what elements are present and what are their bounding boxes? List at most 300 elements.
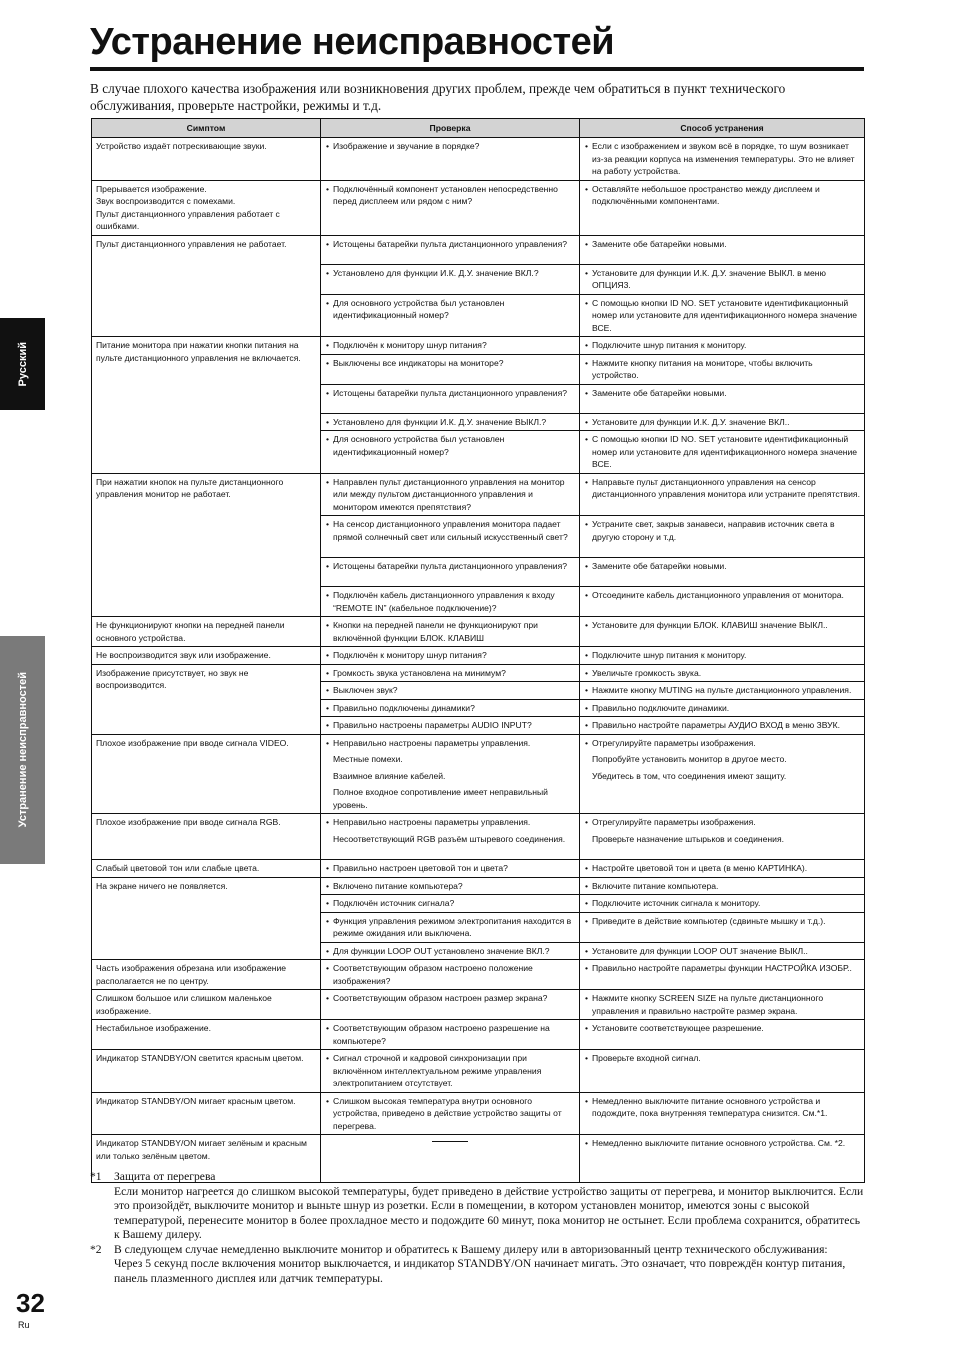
symptom-text: Пульт дистанционного управления работает с ошибками.: [96, 208, 280, 231]
solution-text: Нажмите кнопку питания на мониторе, чтобы включить устройство.: [592, 357, 813, 380]
bullet-icon: •: [326, 667, 330, 678]
page-number: 32: [16, 1288, 45, 1318]
solution-text: Проверьте входной сигнал.: [592, 1053, 701, 1063]
table-row: [92, 664, 865, 682]
check-cell: [321, 699, 580, 717]
bullet-icon: •: [326, 993, 330, 1003]
check-item: [325, 238, 575, 251]
solution-cell: [580, 990, 865, 1020]
bullet-icon: •: [326, 590, 330, 600]
check-text: На сенсор дистанционного управления монитора падает прямой солнечный свет или сильный искусственный свет?: [333, 519, 568, 542]
solution-cell: [580, 413, 865, 431]
solution-cell: [580, 337, 865, 355]
troubleshooting-table: [91, 118, 865, 1183]
footnote-body: [114, 1170, 864, 1243]
symptom-text: Индикатор STANDBY/ON мигает красным цветом.: [96, 1095, 296, 1106]
check-cell: [321, 138, 580, 181]
check-text: Установлено для функции И.К. Д.У. значение ВКЛ.?: [333, 267, 539, 278]
language-tab: [0, 318, 45, 410]
bullet-icon: •: [326, 620, 330, 630]
bullet-icon: •: [326, 297, 330, 308]
check-cell: [321, 294, 580, 337]
bullet-icon: •: [585, 945, 589, 956]
bullet-icon: •: [585, 1023, 589, 1033]
check-item: [325, 753, 575, 766]
check-text: Правильно настроен цветовой тон и цвета?: [333, 863, 508, 873]
table-header-row: [92, 119, 865, 138]
check-text: Для основного устройства был установлен идентификационный номер?: [333, 434, 505, 457]
bullet-icon: •: [585, 667, 589, 678]
solution-cell: [580, 138, 865, 181]
solution-text: С помощью кнопки ID NO. SET установите идентификационный номер или установите для идентификационного номера значение ВСЕ.: [592, 434, 858, 469]
solution-cell: [580, 235, 865, 264]
check-cell: [321, 235, 580, 264]
check-item: [325, 518, 575, 543]
solution-text: С помощью кнопки ID NO. SET установите идентификационный номер или установите для идентификационного номера значение ВСЕ.: [592, 297, 858, 333]
table-row: [92, 990, 865, 1020]
symptom-text: Индикатор STANDBY/ON мигает зелёным и красным или только зелёным цветом.: [96, 1138, 307, 1161]
solution-cell: [580, 699, 865, 717]
solution-item: [584, 387, 860, 400]
solution-cell: [580, 294, 865, 337]
solution-cell: [580, 617, 865, 647]
bullet-icon: •: [585, 1138, 589, 1148]
bullet-icon: •: [585, 238, 589, 249]
bullet-icon: •: [585, 650, 589, 660]
bullet-icon: •: [585, 685, 589, 695]
symptom-text: На экране ничего не появляется.: [96, 880, 228, 891]
check-text: Взаимное влияние кабелей.: [333, 770, 446, 781]
solution-text: Попробуйте установить монитор в другое место.: [592, 754, 787, 764]
check-cell: [321, 431, 580, 474]
symptom-cell: [92, 138, 321, 181]
solution-item: [584, 267, 860, 292]
solution-text: Установите для функции LOOP OUT значение ВЫКЛ..: [592, 945, 808, 956]
bullet-icon: •: [326, 863, 330, 873]
solution-item: [584, 719, 860, 732]
bullet-icon: •: [585, 915, 589, 926]
footnote: [90, 1243, 864, 1287]
symptom-cell: [92, 990, 321, 1020]
bullet-icon: •: [326, 1053, 330, 1063]
symptom-text: Не воспроизводится звук или изображение.: [96, 650, 271, 660]
solution-item: [584, 880, 860, 893]
bullet-icon: •: [585, 416, 589, 427]
bullet-icon: •: [326, 476, 330, 487]
symptom-text: Плохое изображение при вводе сигнала RGB.: [96, 817, 281, 827]
bullet-icon: •: [326, 416, 330, 427]
symptom-text: Слабый цветовой тон или слабые цвета.: [96, 863, 260, 873]
footnote-mark: *2: [90, 1242, 102, 1256]
bullet-icon: •: [326, 650, 330, 660]
check-cell: [321, 384, 580, 413]
solution-item: [584, 649, 860, 662]
footnote-line: Через 5 секунд после включения монитор выключается, и индикатор STANDBY/ON начинает мигать. Это означает, что повреждён контур питания, панель плазменного дисплея или датчик температуры.: [114, 1257, 846, 1285]
bullet-icon: •: [585, 880, 589, 891]
solution-text: Отсоедините кабель дистанционного управления от монитора.: [592, 590, 844, 600]
solution-text: Установите для функции И.К. Д.У. значение ВКЛ..: [592, 416, 790, 427]
check-item: [325, 649, 575, 662]
solution-text: Замените обе батарейки новыми.: [592, 238, 727, 249]
bullet-icon: •: [326, 340, 330, 350]
solution-text: Правильно настройте параметры функции НАСТРОЙКА ИЗОБР..: [592, 963, 852, 973]
solution-text: Замените обе батарейки новыми.: [592, 561, 727, 571]
table-row: [92, 860, 865, 878]
table-row: [92, 473, 865, 516]
solution-item: [584, 619, 860, 632]
bullet-icon: •: [326, 898, 330, 908]
solution-text: Приведите в действие компьютер (сдвиньте мышку и т.д.).: [592, 915, 826, 926]
check-item: [325, 786, 575, 811]
solution-text: Установите для функции БЛОК. КЛАВИШ значение ВЫКЛ..: [592, 620, 828, 630]
bullet-icon: •: [585, 993, 589, 1003]
bullet-icon: •: [326, 737, 330, 748]
footnote-line: В следующем случае немедленно выключите монитор и обратитесь к Вашему дилеру или в авторизованный центр технического обслуживания:: [114, 1242, 828, 1256]
check-text: Для основного устройства был установлен идентификационный номер?: [333, 297, 505, 320]
solution-cell: [580, 180, 865, 235]
solution-item: [584, 915, 860, 928]
table-row: [92, 138, 865, 181]
solution-text: Направьте пульт дистанционного управления на сенсор дистанционного управления монитора или устраните препятствия.: [592, 476, 860, 499]
bullet-icon: •: [585, 141, 589, 151]
solution-text: Отрегулируйте параметры изображения.: [592, 737, 756, 748]
solution-text: Устраните свет, закрыв занавеси, направив источник света в другую сторону и т.д.: [592, 519, 835, 542]
bullet-icon: •: [326, 817, 330, 827]
solution-text: Правильно настройте параметры АУДИО ВХОД в меню ЗВУК.: [592, 720, 841, 730]
solution-item: [584, 183, 860, 208]
symptom-cell: [92, 860, 321, 878]
check-cell: [321, 1020, 580, 1050]
bullet-icon: •: [326, 880, 330, 891]
bullet-icon: •: [326, 1095, 330, 1106]
bullet-icon: •: [585, 817, 589, 827]
bullet-icon: •: [326, 685, 330, 695]
bullet-icon: •: [326, 915, 330, 926]
check-text: Включено питание компьютера?: [333, 880, 463, 891]
empty-dash: [432, 1141, 468, 1142]
solution-item: [584, 962, 860, 975]
solution-item: [584, 297, 860, 335]
check-text: Неправильно настроены параметры управления.: [333, 737, 531, 748]
solution-text: Настройте цветовой тон и цвета (в меню КАРТИНКА).: [592, 863, 808, 873]
check-cell: [321, 516, 580, 558]
check-text: Соответствующим образом настроен размер экрана?: [333, 993, 548, 1003]
solution-item: [584, 476, 860, 501]
symptom-cell: [92, 664, 321, 734]
bullet-icon: •: [326, 267, 330, 278]
bullet-icon: •: [585, 720, 589, 730]
check-cell: [321, 734, 580, 814]
bullet-icon: •: [585, 737, 589, 748]
solution-item: [584, 433, 860, 471]
header-solution: Способ устранения: [580, 119, 865, 138]
bullet-icon: •: [326, 519, 330, 529]
header-check: Проверка: [321, 119, 580, 138]
solution-cell: [580, 647, 865, 665]
solution-text: Подключите источник сигнала к монитору.: [592, 898, 761, 908]
check-item: [325, 719, 575, 732]
check-text: Полное входное сопротивление имеет неправильный уровень.: [333, 787, 548, 810]
symptom-text: Пульт дистанционного управления не работает.: [96, 238, 287, 249]
bullet-icon: •: [585, 387, 589, 398]
solution-cell: [580, 814, 865, 860]
check-text: Правильно настроены параметры AUDIO INPUT?: [333, 720, 532, 730]
check-item: [325, 684, 575, 697]
check-item: [325, 897, 575, 910]
solution-item: [584, 833, 860, 846]
check-text: Истощены батарейки пульта дистанционного управления?: [333, 238, 567, 249]
solution-item: [584, 1095, 860, 1120]
footnote-line: Если монитор нагреется до слишком высокой температуры, будет приведено в действие устройство защиты от перегрева, и монитор выключится. Если это произойдёт, выключите монитор и выньте шнур из розетки. Если в помещении, в котором установлен монитор, имеются зоны с высокой температурой, перенесите монитор в более прохладное место и подождите 60 минут, пока монитор не остынет. Если проблема сохранится, обратитесь к Вашему дилеру.: [114, 1184, 864, 1241]
solution-item: [584, 816, 860, 829]
bullet-icon: •: [585, 702, 589, 713]
solution-cell: [580, 942, 865, 960]
check-item: [325, 297, 575, 322]
check-cell: [321, 942, 580, 960]
check-cell: [321, 860, 580, 878]
solution-cell: [580, 473, 865, 516]
check-text: Сигнал строчной и кадровой синхронизации при включённом интеллектуальном режиме управления электропитанием отсутствует.: [333, 1053, 542, 1088]
check-cell: [321, 354, 580, 384]
solution-item: [584, 667, 860, 680]
solution-item: [584, 518, 860, 543]
solution-item: [584, 684, 860, 697]
symptom-text: Изображение присутствует, но звук не воспроизводится.: [96, 667, 249, 690]
check-item: [325, 339, 575, 352]
solution-text: Увеличьте громкость звука.: [592, 667, 702, 678]
page-title: Устранение неисправностей: [90, 21, 615, 63]
bullet-icon: •: [585, 267, 589, 278]
solution-cell: [580, 1020, 865, 1050]
check-cell: [321, 180, 580, 235]
bullet-icon: •: [585, 561, 589, 571]
check-text: Выключены все индикаторы на мониторе?: [333, 357, 504, 368]
symptom-text: Звук воспроизводится с помехами.: [96, 196, 236, 206]
solution-item: [584, 753, 860, 766]
solution-text: Включите питание компьютера.: [592, 880, 719, 891]
solution-cell: [580, 960, 865, 990]
solution-cell: [580, 734, 865, 814]
solution-item: [584, 589, 860, 602]
footnotes: [90, 1170, 864, 1286]
check-item: [325, 267, 575, 280]
footnote-line: Защита от перегрева: [114, 1170, 216, 1183]
check-text: Подключён к монитору шнур питания?: [333, 340, 487, 350]
solution-cell: [580, 384, 865, 413]
solution-item: [584, 770, 860, 783]
check-text: Истощены батарейки пульта дистанционного управления?: [333, 561, 567, 571]
symptom-cell: [92, 337, 321, 474]
bullet-icon: •: [326, 434, 330, 444]
check-text: Неправильно настроены параметры управления.: [333, 817, 531, 827]
solution-text: Убедитесь в том, что соединения имеют защиту.: [592, 770, 787, 781]
table-row: [92, 1050, 865, 1093]
check-item: [325, 619, 575, 644]
check-item: [325, 992, 575, 1005]
table-row: [92, 617, 865, 647]
symptom-text: Часть изображения обрезана или изображение располагается не по центру.: [96, 963, 287, 986]
symptom-text: Не функционируют кнопки на передней панели основного устройства.: [96, 620, 285, 643]
check-text: Соответствующим образом настроено положение изображения?: [333, 963, 533, 986]
bullet-icon: •: [326, 387, 330, 398]
check-item: [325, 962, 575, 987]
solution-item: [584, 357, 860, 382]
check-text: Для функции LOOP OUT установлено значение ВКЛ.?: [333, 945, 550, 956]
check-cell: [321, 664, 580, 682]
symptom-cell: [92, 647, 321, 665]
bullet-icon: •: [585, 898, 589, 908]
symptom-cell: [92, 1050, 321, 1093]
bullet-icon: •: [585, 963, 589, 973]
solution-item: [584, 992, 860, 1017]
check-item: [325, 416, 575, 429]
table-body: [92, 138, 865, 1183]
solution-text: Отрегулируйте параметры изображения.: [592, 817, 756, 827]
table-row: [92, 734, 865, 814]
solution-item: [584, 1022, 860, 1035]
check-cell: [321, 337, 580, 355]
symptom-cell: [92, 1020, 321, 1050]
table-row: [92, 814, 865, 860]
check-cell: [321, 912, 580, 942]
solution-cell: [580, 516, 865, 558]
solution-item: [584, 140, 860, 178]
solution-item: [584, 862, 860, 875]
table-row: [92, 1020, 865, 1050]
solution-text: Установите соответствующее разрешение.: [592, 1023, 764, 1033]
intro-text: В случае плохого качества изображения или возникновения других проблем, прежде чем обратиться в пункт технического обслуживания, проверьте настройки, режимы и т.д.: [90, 81, 786, 113]
solution-item: [584, 560, 860, 573]
check-item: [325, 476, 575, 514]
check-cell: [321, 1092, 580, 1135]
footnote-body: [114, 1243, 864, 1287]
bullet-icon: •: [585, 340, 589, 350]
solution-cell: [580, 587, 865, 617]
check-item: [325, 433, 575, 458]
check-item: [325, 1022, 575, 1047]
solution-item: [584, 238, 860, 251]
check-item: [325, 770, 575, 783]
check-item: [325, 737, 575, 750]
solution-item: [584, 1052, 860, 1065]
check-item: [325, 1095, 575, 1133]
symptom-cell: [92, 960, 321, 990]
check-item: [325, 140, 575, 153]
check-item: [325, 589, 575, 614]
symptom-text: Нестабильное изображение.: [96, 1023, 211, 1033]
solution-cell: [580, 877, 865, 895]
bullet-icon: •: [326, 357, 330, 368]
bullet-icon: •: [585, 590, 589, 600]
solution-text: Проверьте назначение штырьков и соединения.: [592, 833, 784, 844]
bullet-icon: •: [585, 183, 589, 194]
solution-cell: [580, 912, 865, 942]
footnote-mark: *1: [90, 1170, 102, 1183]
check-cell: [321, 473, 580, 516]
bullet-icon: •: [585, 434, 589, 444]
solution-item: [584, 702, 860, 715]
solution-cell: [580, 860, 865, 878]
solution-text: Если с изображением и звуком всё в порядке, то шум возникает из-за реакции корпуса на изменения температуры. Это не влияет на работу устройства.: [592, 141, 855, 176]
symptom-text: Слишком большое или слишком маленькое изображение.: [96, 993, 272, 1016]
bullet-icon: •: [585, 297, 589, 308]
solution-item: [584, 339, 860, 352]
page-language-code: Ru: [18, 1320, 30, 1330]
bullet-icon: •: [326, 945, 330, 956]
symptom-text: Индикатор STANDBY/ON светится красным цветом.: [96, 1053, 304, 1063]
check-text: Направлен пульт дистанционного управления на монитор или между пультом дистанционного управления и монитором имеются препятствия?: [333, 476, 565, 512]
check-text: Функция управления режимом электропитания находится в режиме ожидания или выключена.: [333, 915, 572, 938]
solution-item: [584, 945, 860, 958]
symptom-cell: [92, 877, 321, 960]
language-tab-label: Русский: [16, 341, 29, 387]
table-row: [92, 180, 865, 235]
check-cell: [321, 647, 580, 665]
bullet-icon: •: [585, 863, 589, 873]
bullet-icon: •: [326, 702, 330, 713]
check-cell: [321, 877, 580, 895]
symptom-cell: [92, 180, 321, 235]
check-cell: [321, 682, 580, 700]
check-text: Изображение и звучание в порядке?: [333, 141, 480, 151]
check-cell: [321, 264, 580, 294]
check-text: Слишком высокая температура внутри основного устройства, приведено в действие устройство защиты от перегрева.: [333, 1095, 562, 1131]
solution-cell: [580, 431, 865, 474]
check-item: [325, 880, 575, 893]
symptom-text: Прерывается изображение.: [96, 183, 207, 194]
check-cell: [321, 1050, 580, 1093]
bullet-icon: •: [585, 620, 589, 630]
solution-item: [584, 416, 860, 429]
check-cell: [321, 990, 580, 1020]
bullet-icon: •: [326, 561, 330, 571]
table-row: [92, 337, 865, 355]
check-text: Подключён кабель дистанционного управления к входу “REMOTE IN” (кабельное подключение)?: [333, 590, 555, 613]
check-item: [325, 833, 575, 846]
solution-item: [584, 897, 860, 910]
bullet-icon: •: [326, 720, 330, 730]
table-row: [92, 877, 865, 895]
bullet-icon: •: [585, 476, 589, 487]
check-text: Правильно подключены динамики?: [333, 702, 475, 713]
check-item: [325, 945, 575, 958]
symptom-text: При нажатии кнопок на пульте дистанционного управления монитор не работает.: [96, 476, 284, 499]
check-item: [325, 1052, 575, 1090]
section-tab-label: Устранение неисправностей: [16, 672, 29, 828]
check-item: [325, 702, 575, 715]
symptom-cell: [92, 814, 321, 860]
check-text: Соответствующим образом настроено разрешение на компьютере?: [333, 1023, 550, 1046]
solution-cell: [580, 1050, 865, 1093]
symptom-text: Питание монитора при нажатии кнопки питания на пульте дистанционного управления не включается.: [96, 340, 301, 363]
check-cell: [321, 960, 580, 990]
footnote: [90, 1170, 864, 1243]
bullet-icon: •: [326, 141, 330, 151]
solution-cell: [580, 354, 865, 384]
section-tab: [0, 636, 45, 864]
bullet-icon: •: [585, 519, 589, 529]
solution-text: Подключите шнур питания к монитору.: [592, 650, 747, 660]
check-text: Установлено для функции И.К. Д.У. значение ВЫКЛ.?: [333, 416, 547, 427]
solution-cell: [580, 895, 865, 913]
table-row: [92, 960, 865, 990]
symptom-cell: [92, 734, 321, 814]
title-rule: [90, 67, 864, 71]
check-cell: [321, 717, 580, 735]
check-cell: [321, 895, 580, 913]
table-row: [92, 647, 865, 665]
check-text: Кнопки на передней панели не функционируют при включённой функции БЛОК. КЛАВИШ: [333, 620, 538, 643]
